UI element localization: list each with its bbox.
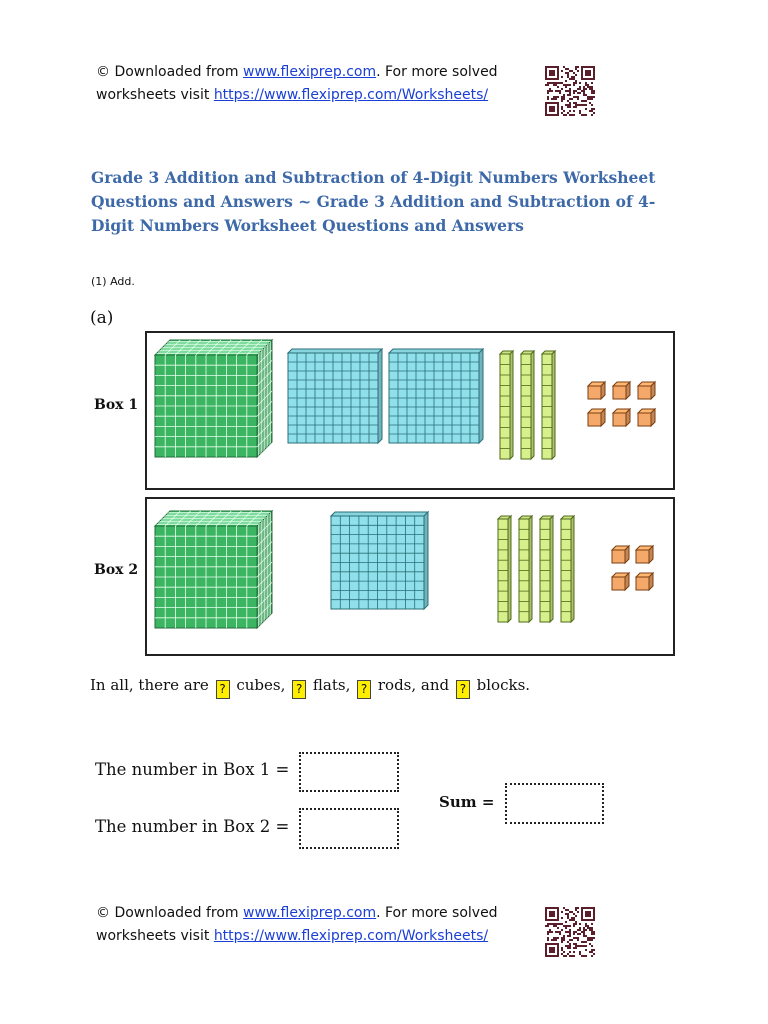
box-2-unit-block: [612, 573, 629, 590]
blocks-answer-blank[interactable]: ?: [456, 680, 470, 699]
box-2-blocks: [147, 499, 673, 654]
footer-worksheets-link[interactable]: https://www.flexiprep.com/Worksheets/: [213, 928, 489, 944]
header-site-link[interactable]: www.flexiprep.com: [243, 64, 377, 80]
box-1-ten-rod: [521, 351, 534, 459]
box-1-ten-rod: [542, 351, 555, 459]
box-1-unit-block: [638, 382, 655, 399]
box-2-ten-rod: [540, 516, 553, 622]
sum-label: Sum =: [439, 793, 495, 811]
number-box-1-input[interactable]: [299, 752, 399, 792]
box-1-unit-block: [638, 409, 655, 426]
box-2-ten-rod: [519, 516, 532, 622]
box-1-hundred-flat: [288, 349, 382, 443]
header-line-2: worksheets visit https://www.flexiprep.com/Worksheets/: [96, 87, 489, 103]
header-notice: [96, 61, 498, 107]
box-2-unit-block: [636, 546, 653, 563]
worksheet-title: Grade 3 Addition and Subtraction of 4-Digit Numbers Worksheet Questions and Answers ~ Grade 3 Addition and Subtraction of 4-Digit Numbers Worksheet Questions and Answers: [91, 168, 656, 235]
box-2-ten-rod: [498, 516, 511, 622]
header-line-1: © Downloaded from www.flexiprep.com. For more solved: [96, 64, 498, 80]
footer-line-2: worksheets visit https://www.flexiprep.com/Worksheets/: [96, 928, 489, 944]
number-box-1-label: The number in Box 1 =: [95, 760, 290, 779]
box-2-unit-block: [612, 546, 629, 563]
box-1-blocks: [147, 333, 673, 488]
box-1-ten-rod: [500, 351, 513, 459]
box-1-unit-block: [613, 382, 630, 399]
header-qr-code[interactable]: [545, 66, 595, 116]
number-box-2-label: The number in Box 2 =: [95, 817, 290, 836]
box-1-thousand-cube: [155, 340, 272, 457]
question-label: (1) Add.: [91, 275, 135, 288]
footer-notice: [96, 902, 498, 948]
box-2-hundred-flat: [331, 512, 428, 609]
box-1-unit-block: [613, 409, 630, 426]
box-1-unit-block: [588, 409, 605, 426]
rods-answer-blank[interactable]: ?: [357, 680, 371, 699]
sum-input[interactable]: [505, 783, 604, 824]
box-1-label: Box 1: [94, 397, 139, 413]
box-2-unit-block: [636, 573, 653, 590]
footer-line-1: © Downloaded from www.flexiprep.com. For more solved: [96, 905, 498, 921]
header-worksheets-link[interactable]: https://www.flexiprep.com/Worksheets/: [213, 87, 489, 103]
cubes-answer-blank[interactable]: ?: [216, 680, 230, 699]
footer-site-link[interactable]: www.flexiprep.com: [243, 905, 377, 921]
box-1-hundred-flat: [389, 349, 483, 443]
part-label: (a): [90, 308, 114, 328]
flats-answer-blank[interactable]: ?: [292, 680, 306, 699]
footer-qr-code[interactable]: [545, 907, 595, 957]
box-1-unit-block: [588, 382, 605, 399]
number-box-2-input[interactable]: [299, 808, 399, 849]
in-all-sentence: In all, there are ? cubes, ? flats, ? rods, and ? blocks.: [90, 676, 530, 699]
box-2-ten-rod: [561, 516, 574, 622]
box-2-label: Box 2: [94, 562, 139, 578]
box-2-thousand-cube: [155, 511, 272, 628]
